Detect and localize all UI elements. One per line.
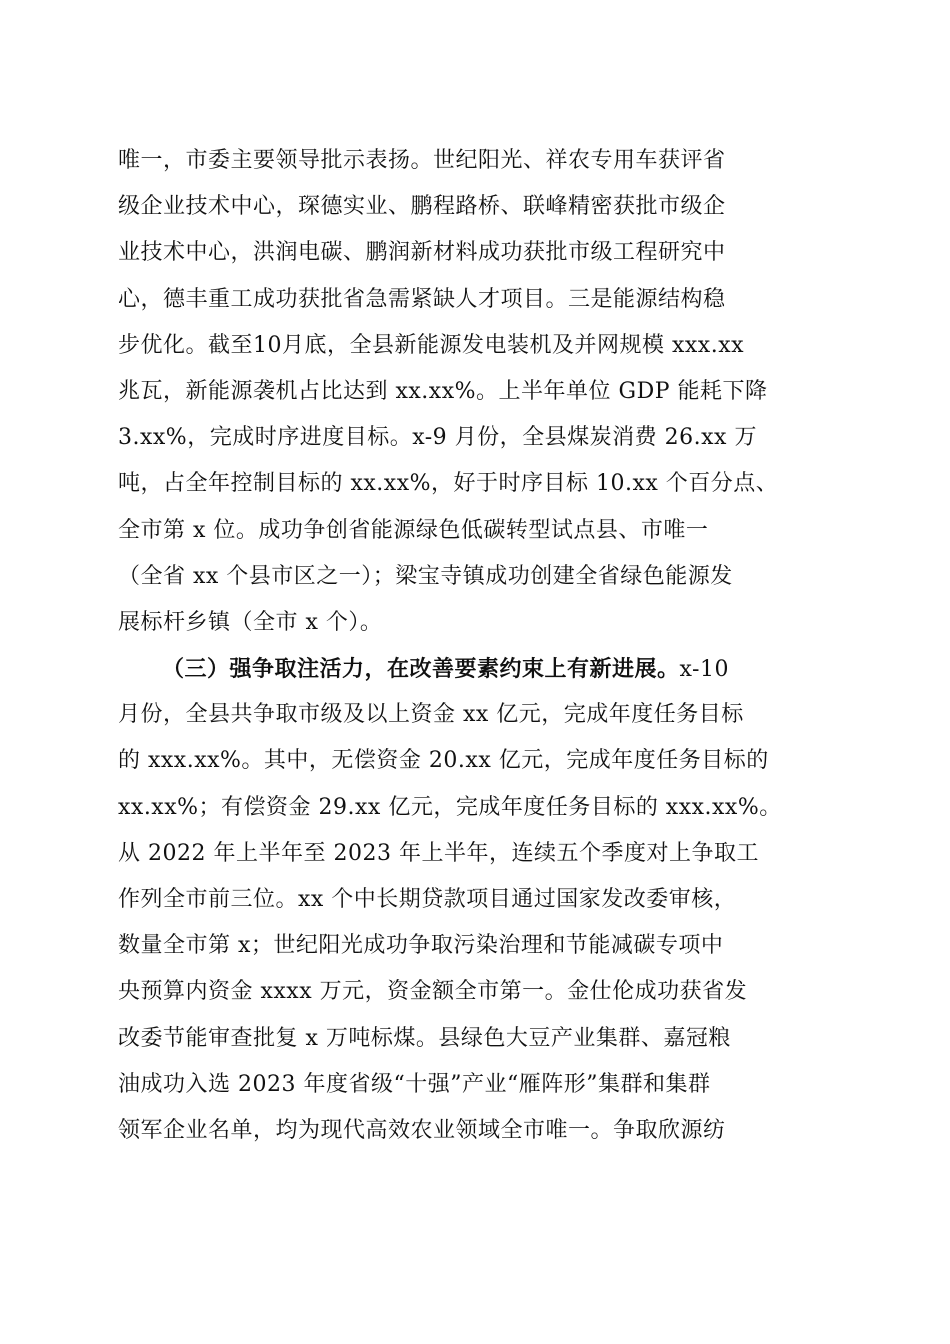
paragraph-1-line: 步优化。截至10月底，全县新能源发电装机及并网规模 xxx.xx [118, 332, 745, 358]
paragraph-2-line: xx.xx%；有偿资金 29.xx 亿元，完成年度任务目标的 xxx.xx%。 [118, 794, 782, 820]
section-heading: （三）强争取注活力，在改善要素约束上有新进展。 [162, 656, 680, 683]
paragraph-1-line: 唯一，市委主要领导批示表扬。世纪阳光、祥农专用车获评省 [118, 148, 726, 173]
paragraph-1-line: 心，德丰重工成功获批省急需紧缺人才项目。三是能源结构稳 [118, 286, 726, 312]
paragraph-1-line: （全省 xx 个县市区之一）；梁宝寺镇成功创建全省绿色能源发 [118, 563, 733, 589]
paragraph-2-line: 数量全市第 x；世纪阳光成功争取污染治理和节能减碳专项中 [118, 933, 724, 959]
paragraph-2-line: 月份，全县共争取市级及以上资金 xx 亿元，完成年度任务目标 [118, 702, 744, 728]
paragraph-1-line: 兆瓦，新能源袭机占比达到 xx.xx%。上半年单位 GDP 能耗下降 [118, 378, 768, 404]
paragraph-2-line: 改委节能审查批复 x 万吨标煤。县绿色大豆产业集群、嘉冠粮 [118, 1025, 731, 1051]
paragraph-1-line: 业技术中心，洪润电碳、鹏润新材料成功获批市级工程研究中 [118, 240, 726, 266]
paragraph-2-line: 作列全市前三位。xx 个中长期贷款项目通过国家发改委审核， [118, 887, 737, 912]
heading-line-tail: x-10 [679, 657, 729, 683]
paragraph-1-line: 级企业技术中心，琛德实业、鹏程路桥、联峰精密获批市级企 [118, 194, 726, 220]
paragraph-2-first-line [118, 646, 838, 692]
body-text [118, 138, 838, 1154]
paragraph-1-line: 3.xx%，完成时序进度目标。x-9 月份，全县煤炭消费 26.xx 万 [118, 425, 757, 451]
paragraph-1-line: 展标杆乡镇（全市 x 个）。 [118, 609, 383, 635]
paragraph-2-line: 央预算内资金 xxxx 万元，资金额全市第一。金仕伦成功获省发 [118, 979, 748, 1005]
paragraph-2-line: 领军企业名单，均为现代高效农业领域全市唯一。争取欣源纺 [118, 1117, 726, 1143]
paragraph-2-line: 油成功入选 2023 年度省级“十强”产业“雁阵形”集群和集群 [118, 1071, 711, 1097]
paragraph-2-line: 从 2022 年上半年至 2023 年上半年，连续五个季度对上争取工 [118, 840, 759, 866]
paragraph-2-line: 的 xxx.xx%。其中，无偿资金 20.xx 亿元，完成年度任务目标的 [118, 748, 769, 774]
paragraph-1-line: 吨，占全年控制目标的 xx.xx%，好于时序目标 10.xx 个百分点、 [118, 471, 779, 497]
paragraph-1-line: 全市第 x 位。成功争创省能源绿色低碳转型试点县、市唯一 [118, 517, 709, 543]
